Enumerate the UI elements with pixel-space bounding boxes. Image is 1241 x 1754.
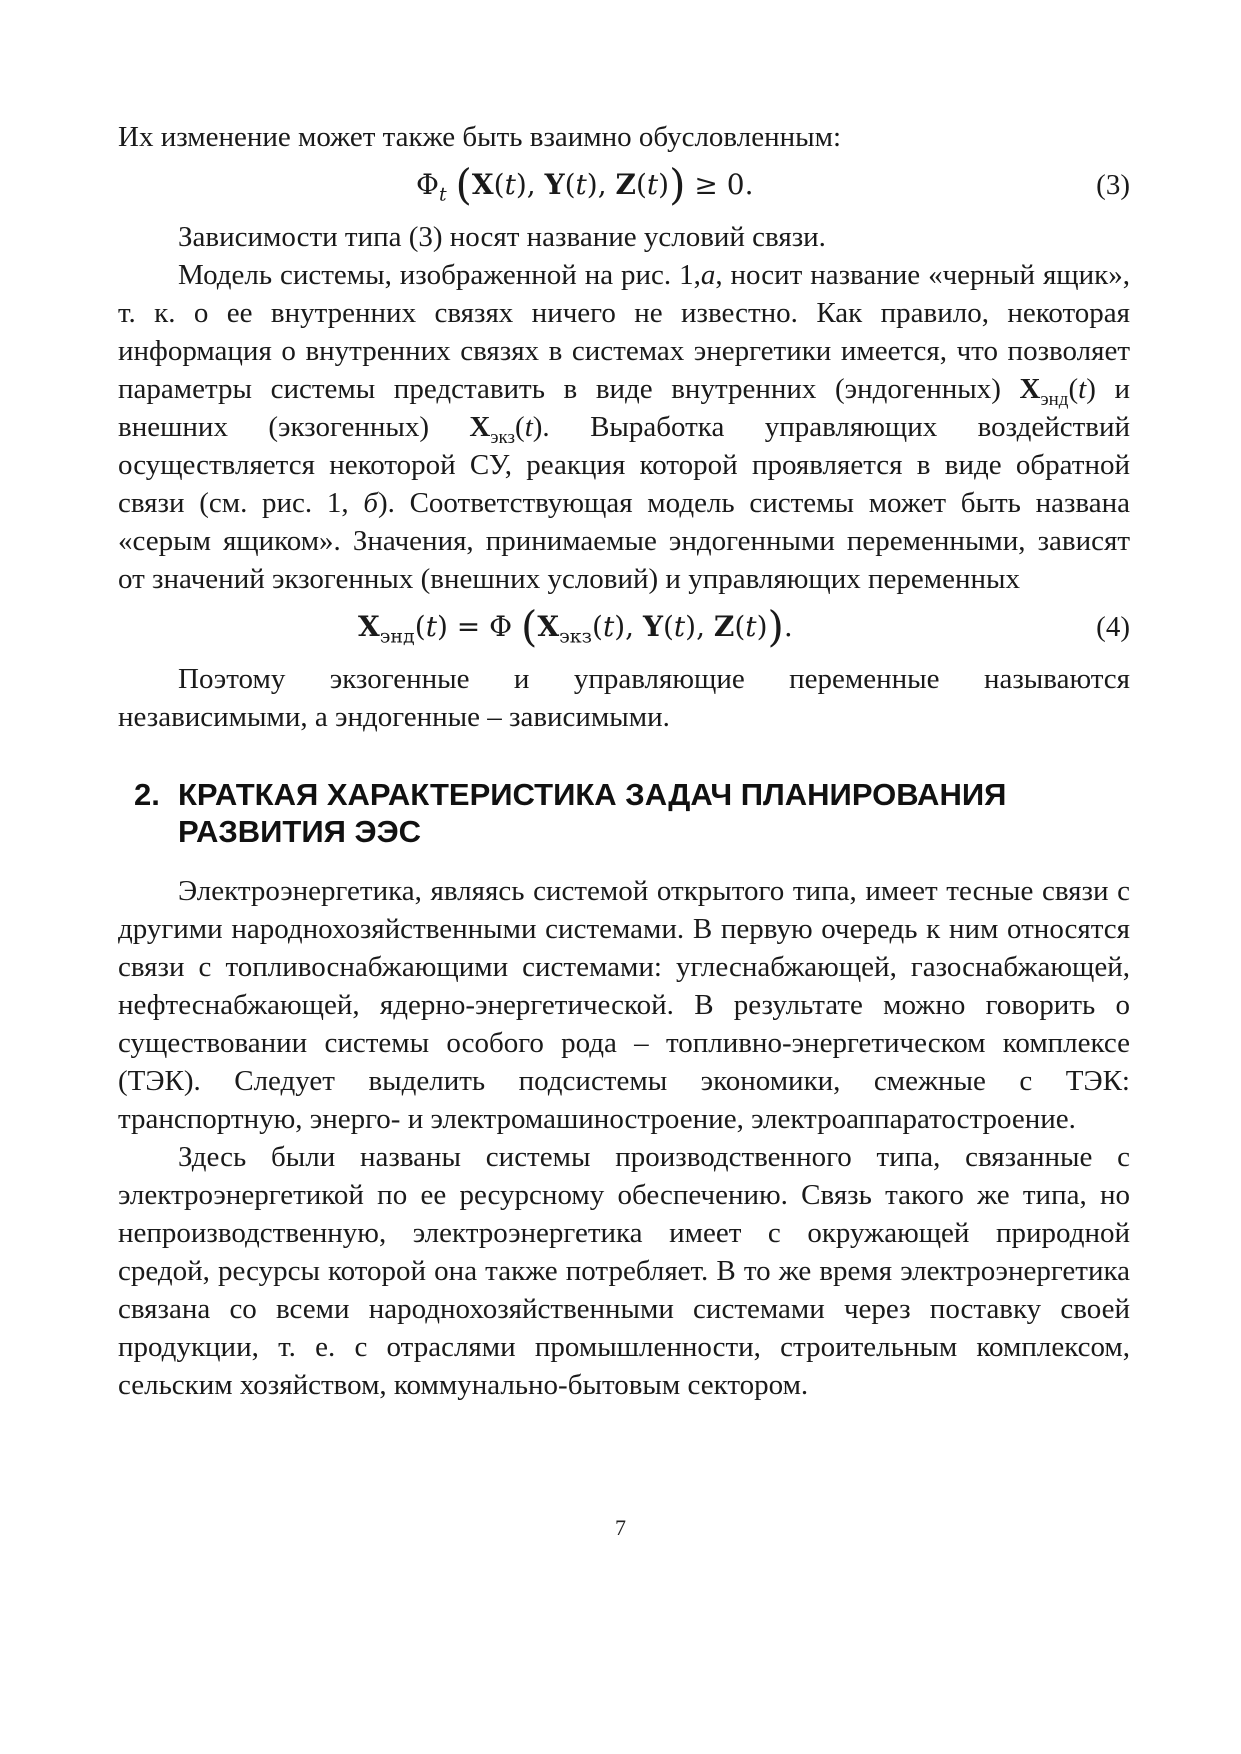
equation-4 [118,604,1130,650]
page-content [118,118,1130,1404]
page-number: 7 [615,1515,626,1540]
section-number: 2. [134,777,160,812]
equation-3-number: (3) [1096,169,1130,201]
paragraph-1: Их изменение может также быть взаимно обусловленным: [118,121,842,153]
section-title: КРАТКАЯ ХАРАКТЕРИСТИКА ЗАДАЧ ПЛАНИРОВАНИЯ РАЗВИТИЯ ЭЭС [178,777,1007,849]
equation-4-formula: $X_{энд}(t) = \Phi$ ($X_{экз}(t)$, Y(t), Z(t)). [358,602,793,651]
equation-3-formula: $\Phi_t$ (X(t), Y(t), Z(t)) ≥ 0. [416,160,754,209]
equation-4-number: (4) [1096,611,1130,643]
section-heading [134,776,1130,850]
paragraph-3: Модель системы, изображенной на рис. 1,а, носит название «черный ящик», т. к. о ее внутренних связях ничего не известно. Как правило, некоторая информация о внутренних связях в системах энергетики имеется, что позволяет параметры системы представить в виде внутренних (эндогенных) $X_{энд}(t)$ и внешних (экзогенных) $X_{экз}(t)$. Выработка управляющих воздействий осуществляется некоторой СУ, реакция которой проявляется в виде обратной связи (см. рис. 1, б). Соответствующая модель системы может быть названа «серым ящиком». Значения, принимаемые эндогенными переменными, зависят от значений экзогенных (внешних условий) и управляющих переменных [118,259,1131,595]
paragraph-5: Электроэнергетика, являясь системой открытого типа, имеет тесные связи с другими народнохозяйственными системами. В первую очередь к ним относятся связи с топливоснабжающими системами: углеснабжающей, газоснабжающей, нефтеснабжающей, ядерно-энергетической. В результате можно говорить о существовании системы особого рода – топливно-энергетическом комплексе (ТЭК). Следует выделить подсистемы экономики, смежные с ТЭК: транспортную, энерго- и электромашиностроение, электроаппаратостроение. [118,875,1130,1135]
paragraph-4: Поэтому экзогенные и управляющие переменные называются независимыми, а эндогенные – зависимыми. [118,663,1130,733]
paragraph-2: Зависимости типа (3) носят название условий связи. [178,221,826,253]
paragraph-6: Здесь были названы системы производственного типа, связанные с электроэнергетикой по ее ресурсному обеспечению. Связь такого же типа, но непроизводственную, электроэнергетика имеет с окружающей природной средой, ресурсы которой она также потребляет. В то же время электроэнергетика связана со всеми народнохозяйственными системами через поставку своей продукции, т. е. с отраслями промышленности, строительным комплексом, сельским хозяйством, коммунально-бытовым сектором. [118,1141,1130,1401]
equation-3 [118,162,1130,208]
